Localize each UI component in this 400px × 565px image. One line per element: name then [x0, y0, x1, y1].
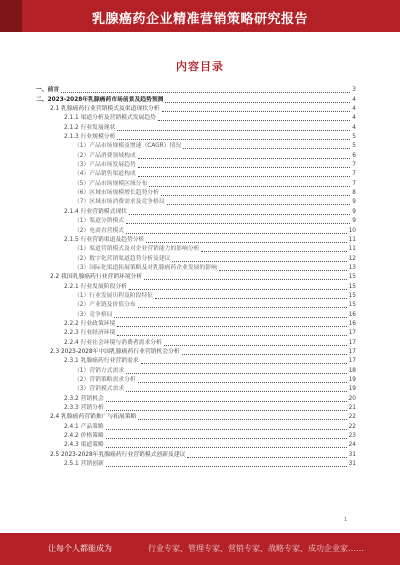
toc-entry[interactable] [36, 441, 356, 450]
toc-entry-page: 9 [352, 218, 356, 225]
toc-entry-page: 24 [348, 442, 356, 449]
toc-leader-dots [126, 233, 347, 234]
toc-entry-label: （2）产业链及价值分布 [74, 302, 136, 309]
toc-entry-page: 7 [352, 171, 356, 178]
toc-entry-page: 20 [348, 395, 356, 402]
toc-entry-page: 6 [352, 152, 356, 159]
toc-entry-page: 4 [352, 96, 356, 103]
toc-entry[interactable] [36, 404, 356, 413]
toc-leader-dots [126, 391, 347, 392]
toc-entry-label: （4）产品销售渠道构成 [74, 171, 136, 178]
toc-entry-page: 12 [348, 255, 356, 262]
toc-entry-page: 4 [352, 106, 356, 113]
toc-entry-page: 5 [352, 134, 356, 141]
toc-entry-page: 3 [352, 87, 356, 94]
toc-entry-label: 2.2.2 行业政策环境 [64, 320, 116, 327]
toc-entry-label: 二、2023-2028年乳腺癌药市场前景及趋势预测 [36, 96, 164, 103]
toc-leader-dots [172, 261, 346, 262]
toc-leader-dots [155, 298, 347, 299]
toc-entry-page: 7 [352, 162, 356, 169]
toc-entry-page: 17 [348, 358, 356, 365]
toc-leader-dots [138, 176, 351, 177]
toc-entry[interactable] [36, 376, 356, 385]
toc-entry-page: 13 [348, 264, 356, 271]
toc-entry[interactable] [36, 105, 356, 114]
toc-leader-dots [106, 447, 347, 448]
toc-leader-dots [149, 186, 350, 187]
toc-entry-label: （5）产品市场规模区域分布 [74, 180, 148, 187]
toc-entry-label: （3）竞争格局 [74, 311, 113, 318]
toc-entry-label: 2.3.1 乳腺癌药行业营销需求 [64, 358, 139, 365]
toc-entry[interactable] [36, 86, 356, 95]
toc-list [36, 86, 356, 469]
toc-entry-label: （3）营销模式需求 [74, 386, 125, 393]
toc-leader-dots [114, 317, 346, 318]
toc-entry-page: 16 [348, 311, 356, 318]
toc-entry-label: （1）营销方式需求 [74, 367, 125, 374]
toc-entry[interactable] [36, 450, 356, 459]
toc-leader-dots [117, 335, 346, 336]
toc-entry[interactable] [36, 301, 356, 310]
toc-entry-label: 2.4 乳腺癌药营销推广与拓展策略 [50, 414, 137, 421]
toc-entry[interactable] [36, 292, 356, 301]
toc-entry-label: （1）渠道分销模式 [74, 218, 125, 225]
toc-entry[interactable] [36, 170, 356, 179]
toc-entry[interactable] [36, 142, 356, 151]
toc-leader-dots [61, 92, 350, 93]
toc-entry[interactable] [36, 320, 356, 329]
toc-entry-label: 2.3.3 营销分析 [64, 405, 104, 412]
toc-entry-label: （1）渠道营销模式及对企业营销能力的影响分析 [74, 246, 200, 253]
toc-leader-dots [182, 354, 347, 355]
toc-leader-dots [117, 139, 350, 140]
toc-entry-page: 16 [348, 320, 356, 327]
toc-entry-label: （2）电商直营模式 [74, 227, 125, 234]
toc-entry-label: 2.3.2 营销机会 [64, 395, 104, 402]
toc-entry[interactable] [36, 236, 356, 245]
toc-entry-label: （1）行业发展历程及阶段特征 [74, 292, 154, 299]
toc-leader-dots [138, 158, 351, 159]
toc-entry-page: 8 [352, 190, 356, 197]
toc-entry-label: （2）数字化营销渠道趋势分析及建议 [74, 255, 171, 262]
toc-entry[interactable] [36, 151, 356, 160]
toc-leader-dots [146, 242, 346, 243]
toc-entry-page: 9 [352, 199, 356, 206]
toc-entry[interactable] [36, 273, 356, 282]
toc-entry-page: 10 [348, 227, 356, 234]
toc-entry-page: 4 [352, 124, 356, 131]
toc-leader-dots [129, 289, 347, 290]
toc-entry-page: 5 [352, 143, 356, 150]
toc-entry-page: 31 [348, 461, 356, 468]
toc-entry-label: 2.4.1 产品策略 [64, 423, 104, 430]
toc-entry-label: 2.5.1 营销创新 [64, 461, 104, 468]
toc-entry[interactable] [36, 394, 356, 403]
toc-entry-label: 2.1.5 行业营销渠道及趋势分析 [64, 236, 145, 243]
toc-leader-dots [141, 363, 347, 364]
toc-entry-page: 19 [348, 377, 356, 383]
toc-entry-page: 21 [348, 405, 356, 412]
toc-leader-dots [162, 111, 351, 112]
toc-entry-label: （7）区域市场消费需求及竞争格局 [74, 199, 165, 206]
toc-entry-page: 31 [348, 451, 356, 458]
toc-entry-page: 15 [348, 292, 356, 299]
toc-entry-label: （3）国际化渠道拓展策略及对乳腺癌药企业发展的影响 [74, 264, 217, 271]
toc-entry[interactable] [36, 264, 356, 273]
toc-entry[interactable] [36, 366, 356, 375]
toc-entry-page: 18 [348, 367, 356, 374]
toc-entry-label: 2.2.4 行业社会环境与消费者需求分析 [64, 339, 162, 346]
toc-entry-page: 15 [348, 283, 356, 290]
toc-entry[interactable] [36, 161, 356, 170]
toc-entry-label: （3）产品市场发展趋势 [74, 162, 136, 169]
toc-entry[interactable] [36, 217, 356, 226]
toc-entry[interactable] [36, 123, 356, 132]
toc-leader-dots [158, 120, 350, 121]
toc-leader-dots [138, 382, 347, 383]
toc-entry-page: 17 [348, 348, 356, 355]
toc-entry[interactable] [36, 207, 356, 216]
toc-entry[interactable] [36, 413, 356, 422]
toc-entry-label: 2.1.3 行业规模分析 [64, 134, 116, 141]
toc-leader-dots [164, 345, 347, 346]
toc-entry-page: 19 [348, 386, 356, 393]
toc-leader-dots [187, 457, 346, 458]
toc-entry-page: 17 [348, 339, 356, 346]
toc-entry-page: 17 [348, 330, 356, 337]
toc-entry-label: 2.5 2023-2028年乳腺癌药行业营销模式创新及建议 [50, 451, 186, 458]
toc-entry[interactable] [36, 348, 356, 357]
toc-leader-dots [138, 167, 351, 168]
toc-entry[interactable] [36, 189, 356, 198]
toc-entry-label: 2.4.2 价格策略 [64, 433, 104, 440]
toc-entry[interactable] [36, 329, 356, 338]
toc-entry-label: 2.1 乳腺癌药行业营销模式及渠道现状分析 [50, 106, 160, 113]
toc-entry[interactable] [36, 226, 356, 235]
toc-heading: 内容目录 [176, 60, 224, 73]
toc-leader-dots [167, 204, 351, 205]
toc-leader-dots [161, 195, 350, 196]
toc-entry-page: 15 [348, 274, 356, 281]
toc-entry[interactable] [36, 460, 356, 469]
toc-entry-label: 2.2.1 行业发展阶段分析 [64, 283, 127, 290]
toc-leader-dots [106, 438, 347, 439]
toc-entry-label: 2.1.4 行业营销模式现状 [64, 208, 127, 215]
report-header-bar [0, 0, 400, 32]
toc-entry-page: 11 [348, 246, 356, 253]
toc-entry[interactable] [36, 310, 356, 319]
toc-entry-label: 2.1.2 行业发展现状 [64, 124, 116, 131]
toc-entry-label: （6）区域市场规模增长趋势分析 [74, 190, 159, 197]
toc-entry[interactable] [36, 245, 356, 254]
toc-leader-dots [117, 326, 346, 327]
toc-entry-page: 23 [348, 433, 356, 440]
page-number: 1 [344, 517, 348, 523]
toc-entry[interactable] [36, 422, 356, 431]
toc-leader-dots [106, 429, 347, 430]
toc-entry-label: 2.2.3 行业经济环境 [64, 330, 116, 337]
footer-tagline: 行业专家、管理专家、营销专家、战略专家、成功企业家…… [148, 544, 364, 553]
toc-leader-dots [126, 223, 350, 224]
toc-leader-dots [106, 466, 347, 467]
toc-leader-dots [201, 251, 346, 252]
toc-leader-dots [219, 270, 347, 271]
toc-leader-dots [183, 148, 350, 149]
toc-entry[interactable] [36, 198, 356, 207]
toc-entry-page: 7 [352, 180, 356, 187]
toc-leader-dots [144, 279, 346, 280]
toc-entry[interactable] [36, 385, 356, 394]
toc-entry-label: 2.2 我国乳腺癌药行业营销环境分析 [50, 274, 143, 281]
toc-entry[interactable] [36, 133, 356, 142]
toc-entry-label: 一、前言 [36, 87, 60, 94]
toc-entry-label: 2.3 2023-2028年中国乳腺癌药行业营销机会分析 [50, 348, 180, 355]
footer-slogan: 让每个人都能成为 [48, 544, 112, 553]
report-title: 乳腺癌药企业精准营销策略研究报告 [91, 12, 308, 27]
toc-entry-label: （1）产品市场规模及增速（CAGR）情况 [74, 143, 182, 150]
toc-entry[interactable] [36, 338, 356, 347]
toc-entry-page: 4 [352, 115, 356, 122]
toc-entry-page: 11 [348, 236, 356, 243]
toc-leader-dots [165, 102, 350, 103]
toc-entry[interactable] [36, 95, 356, 104]
toc-entry-page: 9 [352, 208, 356, 215]
toc-leader-dots [138, 307, 347, 308]
toc-entry[interactable] [36, 114, 356, 123]
toc-leader-dots [106, 410, 347, 411]
toc-leader-dots [126, 373, 347, 374]
toc-entry[interactable] [36, 282, 356, 291]
toc-entry-page: 22 [348, 423, 356, 430]
toc-entry-label: （2）营销策略需求分析 [74, 377, 136, 383]
toc-leader-dots [106, 401, 347, 402]
toc-leader-dots [138, 419, 346, 420]
toc-leader-dots [129, 214, 350, 215]
toc-entry[interactable] [36, 254, 356, 263]
toc-entry[interactable] [36, 432, 356, 441]
toc-entry-page: 15 [348, 302, 356, 309]
toc-entry-page: 22 [348, 414, 356, 421]
toc-entry-label: （2）产品消费领域构成 [74, 152, 136, 159]
toc-entry[interactable] [36, 179, 356, 188]
toc-entry-label: 2.4.3 渠道策略 [64, 442, 104, 449]
toc-entry-label: 2.1.1 渠道分析及营销模式发展趋势 [64, 115, 156, 122]
footer-bar [0, 533, 400, 565]
toc-entry[interactable] [36, 357, 356, 366]
toc-leader-dots [117, 130, 350, 131]
